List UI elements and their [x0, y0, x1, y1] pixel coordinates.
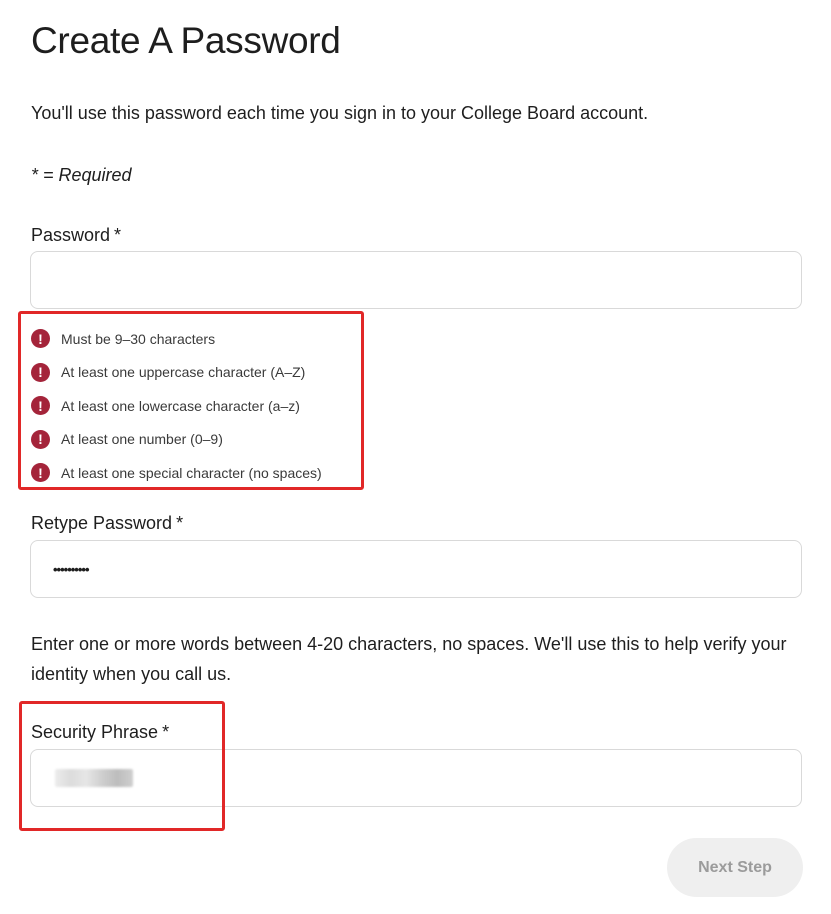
exclamation-icon: ! [31, 363, 50, 382]
requirement-text: Must be 9–30 characters [61, 330, 216, 347]
retype-password-input[interactable] [30, 540, 802, 598]
intro-text: You'll use this password each time you sign in to your College Board account. [31, 103, 649, 123]
required-marker: * [162, 722, 170, 742]
retype-password-label [31, 513, 183, 534]
exclamation-icon: ! [31, 396, 50, 415]
exclamation-icon: ! [31, 329, 50, 348]
password-label-text: Password [31, 225, 111, 245]
security-label-text: Security Phrase [31, 722, 159, 742]
required-marker: * [114, 225, 122, 245]
requirement-text: At least one uppercase character (A–Z) [61, 364, 306, 381]
password-label [31, 225, 121, 246]
page-title: Create A Password [31, 20, 341, 61]
masked-value: •••••••••• [53, 561, 89, 577]
exclamation-icon: ! [31, 463, 50, 482]
required-marker: * [176, 513, 184, 533]
security-highlight-box [19, 701, 225, 831]
requirements-highlight-box [18, 311, 364, 490]
retype-label-text: Retype Password [31, 513, 173, 533]
password-input[interactable] [30, 251, 802, 309]
next-step-button[interactable]: Next Step [667, 838, 803, 897]
requirement-text: At least one special character (no spaces) [61, 464, 322, 481]
requirement-text: At least one lowercase character (a–z) [61, 397, 300, 414]
requirement-text: At least one number (0–9) [61, 431, 223, 448]
security-phrase-hint: Enter one or more words between 4-20 characters, no spaces. We'll use this to help verify your identity when you call us. [31, 634, 787, 684]
exclamation-icon: ! [31, 430, 50, 449]
required-note: * = Required [31, 165, 132, 185]
